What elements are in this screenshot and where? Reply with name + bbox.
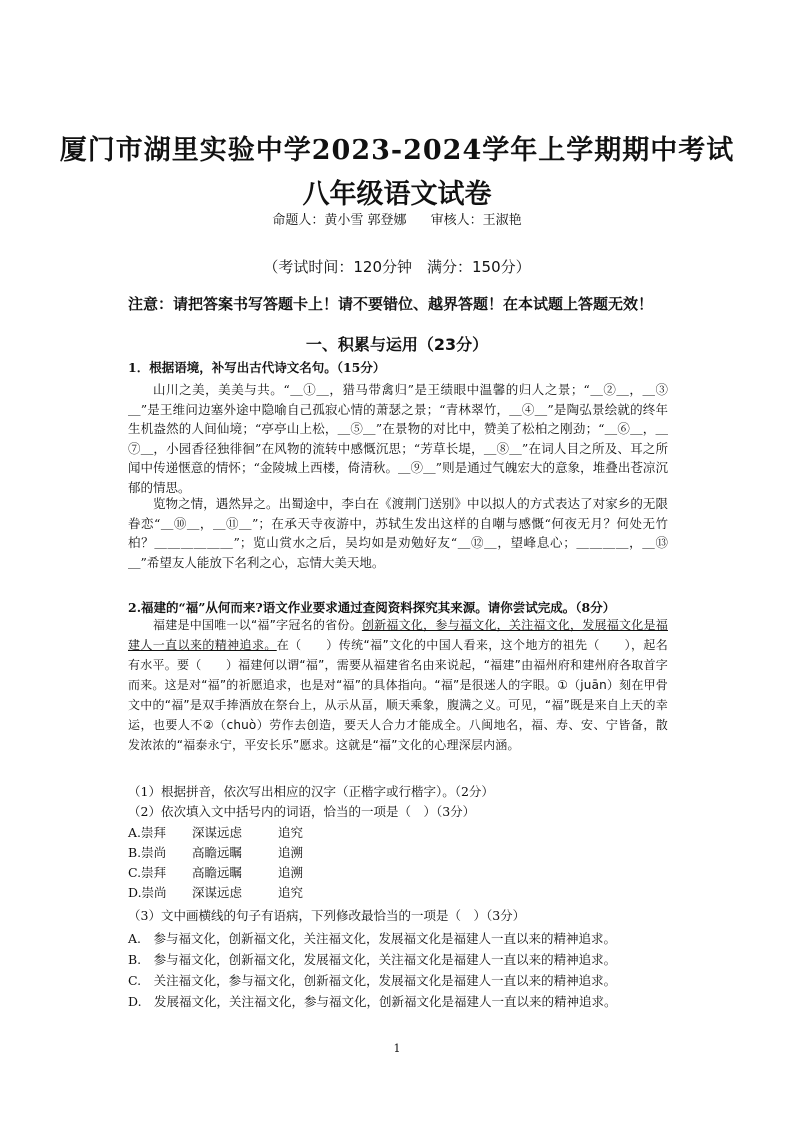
option-word: 追溯 — [277, 845, 303, 860]
sub-question-2: （2）依次填入文中括号内的词语，恰当的一项是（ ）（3分） — [128, 804, 476, 819]
option-row — [128, 823, 303, 841]
exam-title-line2: 八年级语文试卷 — [302, 179, 492, 210]
option-row — [128, 863, 303, 881]
option-label: C.崇拜 — [128, 865, 167, 880]
exam-notice: 注意：请把答案书写答题卡上！请不要错位、越界答题！在本试题上答题无效！ — [128, 295, 654, 313]
option-word: 深谋远虑 — [191, 825, 242, 840]
exam-info: （考试时间：120分钟 满分：150分） — [263, 258, 531, 276]
option-word: 追究 — [277, 825, 303, 840]
authors: 命题人：黄小雪 郭登娜 — [272, 213, 407, 228]
option-label: B.崇尚 — [128, 845, 167, 860]
option-line: B. 参与福文化，创新福文化，发展福文化，关注福文化是福建人一直以来的精神追求。 — [128, 952, 617, 967]
underlined-sentence: 创新福文化，参与福文化，关注福文化，发展福文化是福建人一直以来的精神追求。 — [128, 618, 668, 652]
option-line: C. 关注福文化，参与福文化，创新福文化，发展福文化是福建人一直以来的精神追求。 — [128, 973, 617, 988]
option-word: 追究 — [277, 885, 303, 900]
sub-question-1: （1）根据拼音，依次写出相应的汉字（正楷字或行楷字）。（2分） — [128, 784, 494, 799]
option-word: 高瞻远瞩 — [191, 865, 242, 880]
exam-title-line1: 厦门市湖里实验中学2023-2024学年上学期期中考试 — [59, 135, 735, 166]
option-row — [128, 883, 303, 901]
question-2-passage — [128, 615, 668, 755]
question-1-paragraph-2: 览物之情，遇然异之。出蜀途中，李白在《渡荆门送别》中以拟人的方式表达了对家乡的无限眷恋“＿⑩＿，＿⑪＿”；在承天寺夜游中，苏轼生发出这样的自嘲与感慨“何夜无月？何处无竹柏？＿＿＿＿＿＿”；览山赏水之后，吴均如是劝勉好友“＿⑫＿，望峰息心；＿＿＿＿，＿⑬＿”希望友人能放下名利之心，忘情大美天地。 — [128, 496, 668, 570]
option-word: 深谋远虑 — [191, 885, 242, 900]
option-line: A. 参与福文化，创新福文化，关注福文化，发展福文化是福建人一直以来的精神追求。 — [128, 931, 617, 946]
passage-start: 福建是中国唯一以“福”字冠名的省份。 — [153, 618, 362, 632]
section-title: 一、积累与运用（23分） — [305, 335, 489, 354]
reviewer: 审核人：王淑艳 — [430, 213, 522, 228]
option-label: D.崇尚 — [128, 885, 167, 900]
option-line: D. 发展福文化，关注福文化，参与福文化，创新福文化是福建人一直以来的精神追求。 — [128, 994, 617, 1009]
sub-question-3: （3）文中画横线的句子有语病，下列修改最恰当的一项是（ ）（3分） — [128, 908, 526, 923]
passage-rest: 在（ ）传统“福”文化的中国人看来，这个地方的祖先（ ），起名有水平。要（ ）福建何以谓“福”，需要从福建省名由来说起，“福建”由福州府和建州府各取首字而来。这是对“福”的祈愿追求，也是对“福”的具体指向。“福”是很迷人的字眼。①（juān）刻在甲骨文中的“福”是双手捧酒放在祭台上，从示从畐，顺天乘象，腹满之义。可见，“福”既是来自上天的幸运，也要人不②（chuò）劳作去创造，要天人合力才能成全。八闽地名，福、寿、安、宁皆备，散发浓浓的“福泰永宁，平安长乐”愿求。这就是“福”文化的心理深层内涵。 — [128, 638, 668, 752]
question-1-paragraph-1: 山川之美，美美与共。“＿①＿，猎马带禽归”是王绩眼中温馨的归人之景；“＿②＿，＿③＿”是王维问边塞外途中隐喻自己孤寂心情的萧瑟之景；“青林翠竹，＿④＿”是陶弘景绘就的终年生机盎然的人间仙境；“亭亭山上松，＿⑤＿”在景物的对比中，赞美了松柏之刚劲；“＿⑥＿，＿⑦＿，小园香径独徘徊”在风物的流转中感慨沉思；“芳草长堤，＿⑧＿”在词人目之所及、耳之所闻中传递惬意的情怀；“金陵城上西楼，倚清秋。＿⑨＿”则是通过气魄宏大的意象，堆叠出苍凉沉郁的情思。 — [128, 382, 668, 495]
option-word: 追溯 — [277, 865, 303, 880]
option-word: 高瞻远瞩 — [191, 845, 242, 860]
option-label: A.崇拜 — [128, 825, 167, 840]
option-row — [128, 843, 303, 861]
question-1-head: 1．根据语境，补写出古代诗文名句。（15分） — [128, 360, 386, 375]
page-number: 1 — [393, 1042, 401, 1055]
question-2-head: 2.福建的“福”从何而来?语文作业要求通过查阅资料探究其来源。请你尝试完成。（8分） — [128, 600, 616, 615]
authors-line — [0, 209, 794, 228]
